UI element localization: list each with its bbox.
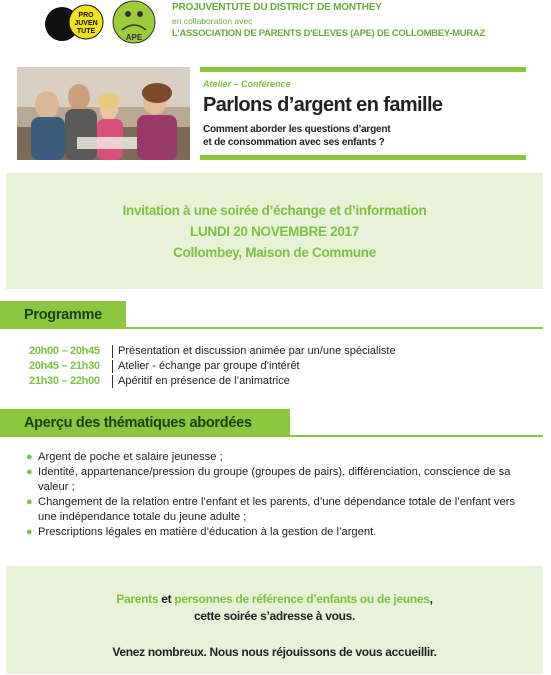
theme-item — [26, 525, 526, 540]
invitation-location: Collombey, Maison de Commune — [173, 245, 376, 260]
programme-rule — [0, 327, 543, 329]
invitation-box — [6, 173, 543, 289]
closing-refs: personnes de référence d’enfants ou de jeunes — [174, 592, 430, 606]
themes-rule — [0, 435, 543, 437]
event-subtitle — [203, 123, 390, 149]
event-subtitle-line-2: et de consommation avec ses enfants ? — [203, 137, 385, 148]
themes-heading: Aperçu des thématiques abordées — [0, 409, 290, 437]
closing-parents: Parents — [116, 592, 159, 606]
programme-time: 21h30 – 22h00 — [29, 375, 100, 387]
bullet-icon: ● — [26, 451, 33, 463]
logo-pj-text-2: JUVEN — [74, 20, 98, 27]
theme-item — [26, 465, 526, 495]
theme-item — [26, 450, 526, 465]
programme-text: Apéritif en présence de l’animatrice — [118, 375, 290, 387]
theme-text: Changement de la relation entre l’enfant et les parents, d’une dépendance totale de l’enfant vers une indépendance totale du jeune adulte ; — [38, 496, 516, 523]
logo-pj-text-3: TUTE — [76, 28, 96, 35]
projuventute-logo — [44, 0, 106, 48]
programme-heading: Programme — [0, 301, 126, 329]
theme-text: Identité, appartenance/pression du groupe (groupes de pairs), différenciation, conscience de sa valeur ; — [38, 466, 511, 493]
programme-text: Atelier - échange par groupe d’intérêt — [118, 360, 300, 372]
logo-ape-text: APE — [125, 33, 143, 42]
theme-item — [26, 495, 526, 525]
theme-text: Argent de poche et salaire jeunesse ; — [38, 451, 223, 463]
collab-text: en collaboration avec — [172, 16, 253, 26]
ape-logo — [108, 0, 160, 48]
closing-line-2: cette soirée s’adresse à vous. — [193, 609, 356, 623]
event-kicker: Atelier – Conférence — [203, 79, 291, 89]
programme-time: 20h00 – 20h45 — [29, 345, 100, 357]
closing-et: et — [161, 592, 172, 606]
programme-time: 20h45 – 21h30 — [29, 360, 100, 372]
closing-box — [6, 566, 543, 674]
programme-text: Présentation et discussion animée par un/une spécialiste — [118, 345, 396, 357]
ape-name: L'ASSOCIATION DE PARENTS D'ELEVES (APE) DE COLLOMBEY-MURAZ — [172, 28, 485, 39]
closing-line-1 — [6, 592, 543, 606]
family-photo — [17, 67, 190, 160]
theme-text: Prescriptions légales en matière d’éducation à la gestion de l’argent. — [38, 526, 377, 538]
invitation-line-1: Invitation à une soirée d’échange et d’information — [122, 203, 427, 218]
event-title: Parlons d’argent en famille — [203, 94, 443, 116]
programme-separator — [112, 360, 113, 373]
invitation-date: LUNDI 20 NOVEMBRE 2017 — [190, 224, 359, 239]
programme-separator — [112, 345, 113, 358]
bottom-title-bar — [200, 155, 526, 160]
bullet-icon: ● — [26, 526, 33, 538]
bullet-icon: ● — [26, 496, 33, 508]
bullet-icon: ● — [26, 466, 33, 478]
closing-line-3: Venez nombreux. Nous nous réjouissons de vous accueillir. — [112, 645, 437, 659]
event-subtitle-line-1: Comment aborder les questions d’argent — [203, 124, 391, 135]
programme-separator — [112, 375, 113, 388]
logo-pj-text-1: PRO — [78, 12, 94, 19]
closing-comma: , — [429, 592, 433, 606]
org-name: PROJUVENTUTE DU DISTRICT DE MONTHEY — [172, 2, 382, 13]
top-title-bar — [200, 67, 526, 72]
